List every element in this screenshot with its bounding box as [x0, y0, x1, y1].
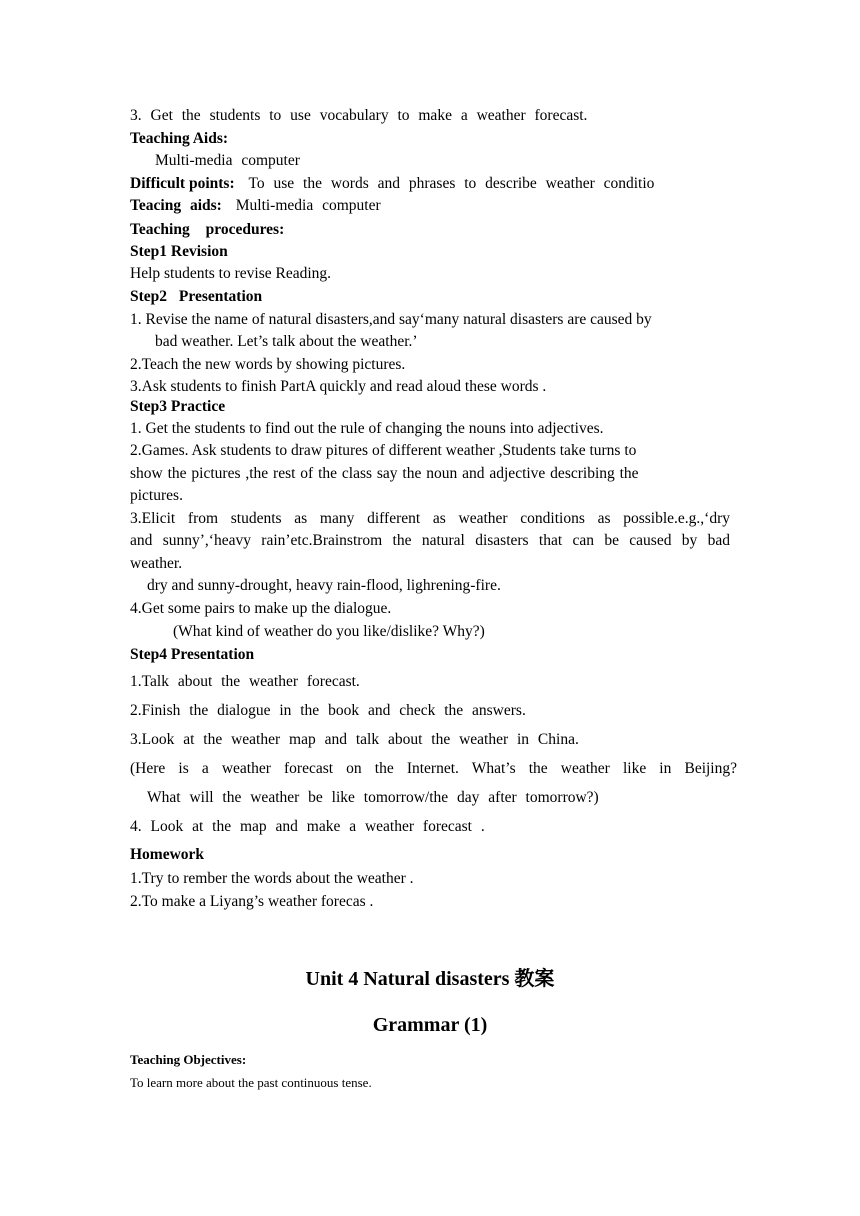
step4-line: What will the weather be like tomorrow/the day after tomorrow?)	[147, 789, 599, 806]
step2-line: bad weather. Let’s talk about the weather.’	[155, 333, 418, 350]
step3-line: 1. Get the students to find out the rule of changing the nouns into adjectives.	[130, 420, 604, 437]
step1-heading: Step1 Revision	[130, 243, 228, 260]
difficult-points-line	[130, 174, 654, 194]
step3-line: show the pictures ,the rest of the class say the noun and adjective describing the	[130, 465, 639, 482]
step3-line: (What kind of weather do you like/dislike? Why?)	[173, 623, 485, 640]
step3-line: 4.Get some pairs to make up the dialogue.	[130, 600, 392, 617]
step2-line: 2.Teach the new words by showing pictures.	[130, 356, 406, 373]
step2-line: 1. Revise the name of natural disasters,and say‘many natural disasters are caused by	[130, 311, 652, 328]
teaching-aids-2-label: Teacing aids:	[130, 197, 222, 214]
step1-line: Help students to revise Reading.	[130, 265, 332, 282]
step3-line: 2.Games. Ask students to draw pitures of different weather ,Students take turns to	[130, 442, 637, 459]
step3-line: weather.	[130, 555, 183, 572]
grammar-objectives-heading: Teaching Objectives:	[130, 1052, 247, 1067]
difficult-points-value: To use the words and phrases to describe weather conditio	[248, 175, 655, 192]
procedures-heading: Teaching procedures:	[130, 221, 285, 238]
step2-heading: Step2 Presentation	[130, 288, 263, 305]
teaching-aids-value: Multi-media computer	[155, 152, 300, 169]
step4-heading: Step4 Presentation	[130, 646, 255, 663]
grammar-objectives-text: To learn more about the past continuous tense.	[130, 1075, 372, 1090]
step3-line: and sunny’,‘heavy rain’etc.Brainstrom the natural disasters that can be caused by bad	[130, 532, 730, 549]
step4-line: 1.Talk about the weather forecast.	[130, 673, 360, 690]
homework-line: 2.To make a Liyang’s weather forecas .	[130, 893, 374, 910]
step3-line: 3.Elicit from students as many different as weather conditions as possible.e.g.,‘dry	[130, 510, 730, 527]
homework-line: 1.Try to rember the words about the weather .	[130, 870, 414, 887]
step2-line: 3.Ask students to finish PartA quickly and read aloud these words .	[130, 378, 547, 395]
teaching-aids-2-line	[130, 196, 381, 216]
section-title: Grammar (1)	[372, 1014, 488, 1036]
step4-line: (Here is a weather forecast on the Internet. What’s the weather like in Beijing?	[130, 760, 737, 777]
teaching-aids-label: Teaching Aids:	[130, 130, 229, 147]
teaching-aids-2-value: Multi-media computer	[235, 197, 381, 214]
step4-line: 4. Look at the map and make a weather forecast .	[130, 818, 485, 835]
step4-line: 2.Finish the dialogue in the book and check the answers.	[130, 702, 526, 719]
step4-line: 3.Look at the weather map and talk about the weather in China.	[130, 731, 579, 748]
unit-title: Unit 4 Natural disasters 教案	[305, 968, 555, 990]
step3-heading: Step3 Practice	[130, 398, 226, 415]
step3-line: dry and sunny-drought, heavy rain-flood, lighrening-fire.	[147, 577, 501, 594]
step3-line: pictures.	[130, 487, 183, 504]
objective-item-3: 3. Get the students to use vocabulary to make a weather forecast.	[130, 107, 588, 124]
homework-heading: Homework	[130, 846, 205, 863]
difficult-points-label: Difficult points:	[130, 175, 235, 192]
